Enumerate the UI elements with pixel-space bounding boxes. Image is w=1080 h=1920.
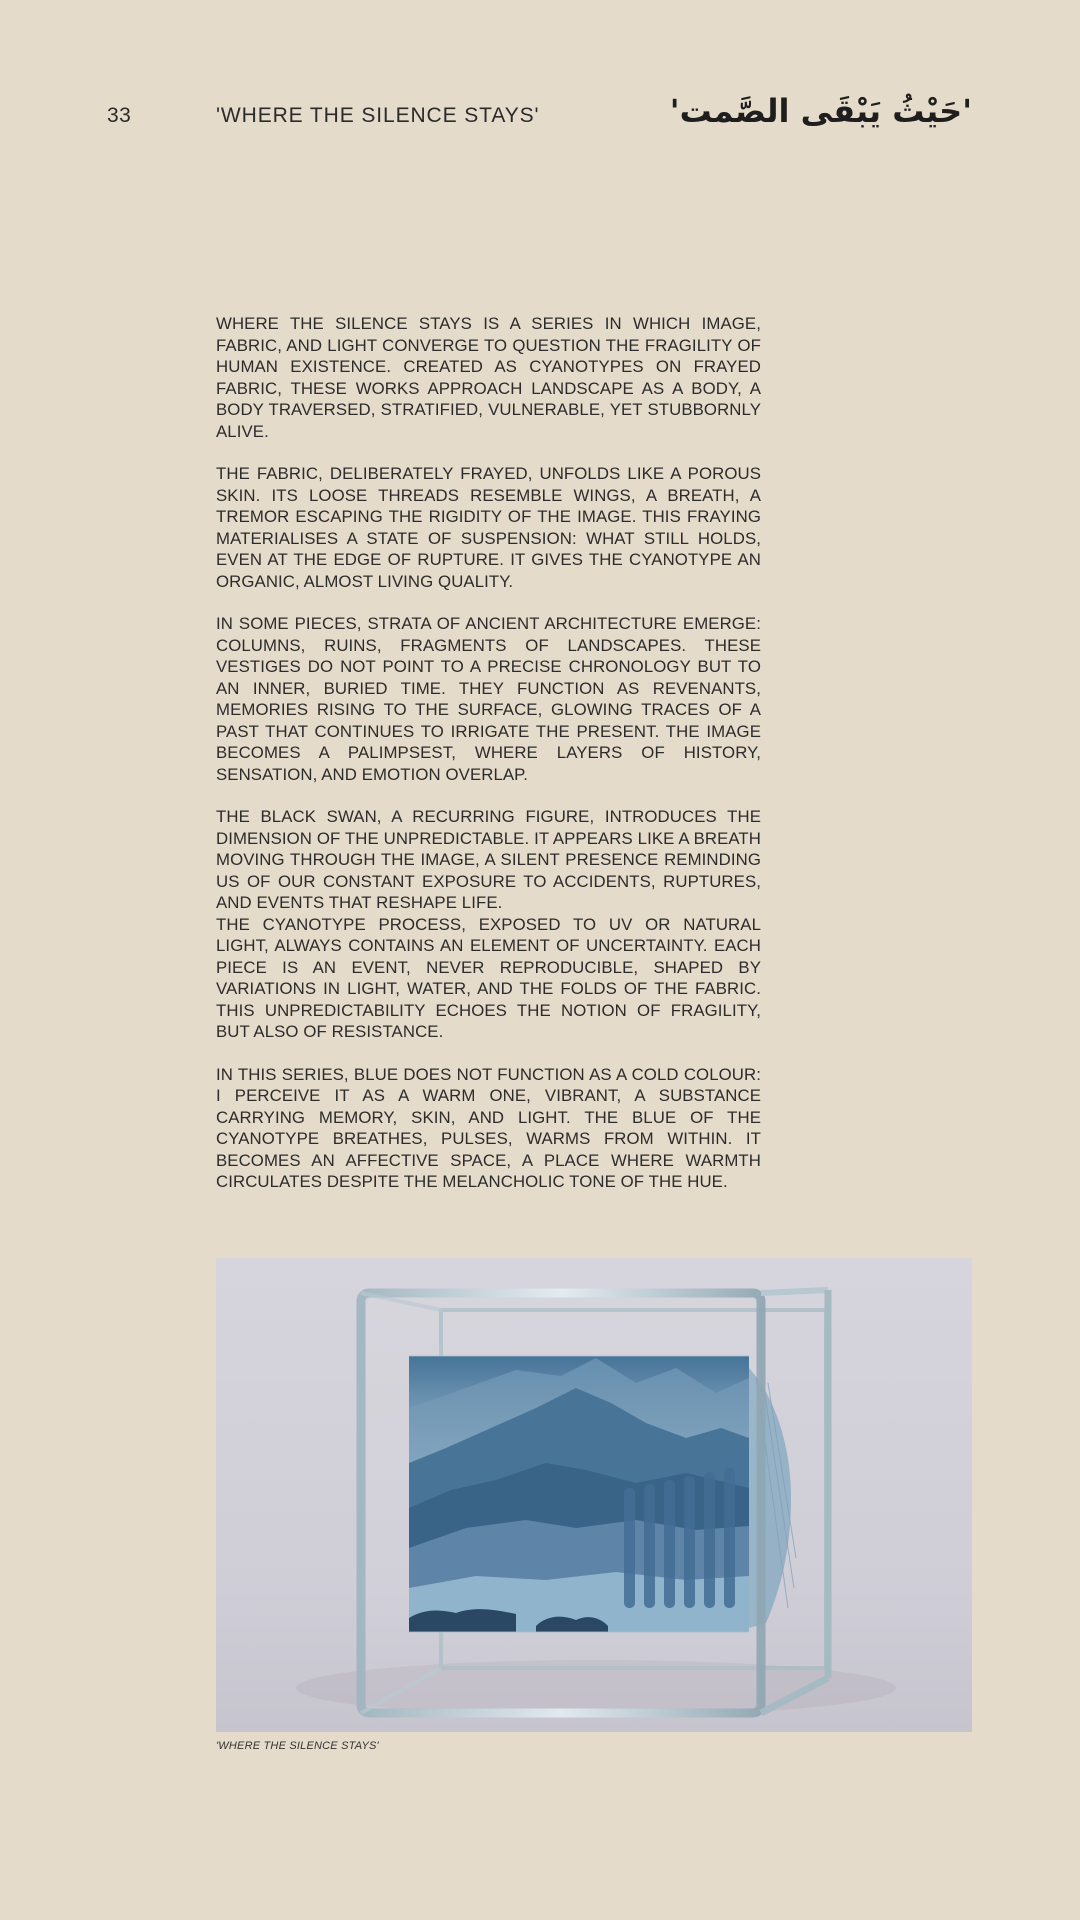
artwork-photo	[216, 1258, 972, 1732]
paragraph-intro: WHERE THE SILENCE STAYS IS A SERIES IN WHICH IMAGE, FABRIC, AND LIGHT CONVERGE TO QUESTION THE FRAGILITY OF HUMAN EXISTENCE. CREATED AS CYANOTYPES ON FRAYED FABRIC, THESE WORKS APPROACH LANDSCAPE AS A BODY, A BODY TRAVERSED, STRATIFIED, VULNERABLE, YET STUBBORNLY ALIVE.	[216, 314, 761, 441]
paragraph-architecture: IN SOME PIECES, STRATA OF ANCIENT ARCHITECTURE EMERGE: COLUMNS, RUINS, FRAGMENTS OF LANDSCAPES. THESE VESTIGES DO NOT POINT TO A PRECISE CHRONOLOGY BUT TO AN INNER, BURIED TIME. THEY FUNCTION AS REVENANTS, MEMORIES RISING TO THE SURFACE, GLOWING TRACES OF A PAST THAT CONTINUES TO IRRIGATE THE PRESENT. THE IMAGE BECOMES A PALIMPSEST, WHERE LAYERS OF HISTORY, SENSATION, AND EMOTION OVERLAP.	[216, 614, 761, 784]
paragraph-fabric: THE FABRIC, DELIBERATELY FRAYED, UNFOLDS LIKE A POROUS SKIN. ITS LOOSE THREADS RESEMBLE WINGS, A BREATH, A TREMOR ESCAPING THE RIGIDITY OF THE IMAGE. THIS FRAYING MATERIALISES A STATE OF SUSPENSION: WHAT STILL HOLDS, EVEN AT THE EDGE OF RUPTURE. IT GIVES THE CYANOTYPE AN ORGANIC, ALMOST LIVING QUALITY.	[216, 464, 761, 591]
body-text	[216, 313, 761, 1214]
figure-caption: 'WHERE THE SILENCE STAYS'	[216, 1740, 379, 1752]
glass-box-front	[361, 1290, 828, 1713]
paragraph-black-swan: THE BLACK SWAN, A RECURRING FIGURE, INTRODUCES THE DIMENSION OF THE UNPREDICTABLE. IT APPEARS LIKE A BREATH MOVING THROUGH THE IMAGE, A SILENT PRESENCE REMINDING US OF OUR CONSTANT EXPOSURE TO ACCIDENTS, RUPTURES, AND EVENTS THAT RESHAPE LIFE.	[216, 807, 761, 912]
paragraph-process: THE CYANOTYPE PROCESS, EXPOSED TO UV OR NATURAL LIGHT, ALWAYS CONTAINS AN ELEMENT OF UNCERTAINTY. EACH PIECE IS AN EVENT, NEVER REPRODUCIBLE, SHAPED BY VARIATIONS IN LIGHT, WATER, AND THE FOLDS OF THE FABRIC. THIS UNPREDICTABILITY ECHOES THE NOTION OF FRAGILITY, BUT ALSO OF RESISTANCE.	[216, 914, 761, 1041]
paragraph-blue: IN THIS SERIES, BLUE DOES NOT FUNCTION AS A COLD COLOUR: I PERCEIVE IT AS A WARM ONE, VIBRANT, A SUBSTANCE CARRYING MEMORY, SKIN, AND LIGHT. THE BLUE OF THE CYANOTYPE BREATHES, PULSES, WARMS FROM WITHIN. IT BECOMES AN AFFECTIVE SPACE, A PLACE WHERE WARMTH CIRCULATES DESPITE THE MELANCHOLIC TONE OF THE HUE.	[216, 1064, 761, 1191]
running-title: 'WHERE THE SILENCE STAYS'	[216, 104, 540, 127]
arabic-title: 'حَيْثُ يَبْقَى الصَّمت'	[669, 92, 972, 130]
page-number: 33	[107, 104, 132, 127]
